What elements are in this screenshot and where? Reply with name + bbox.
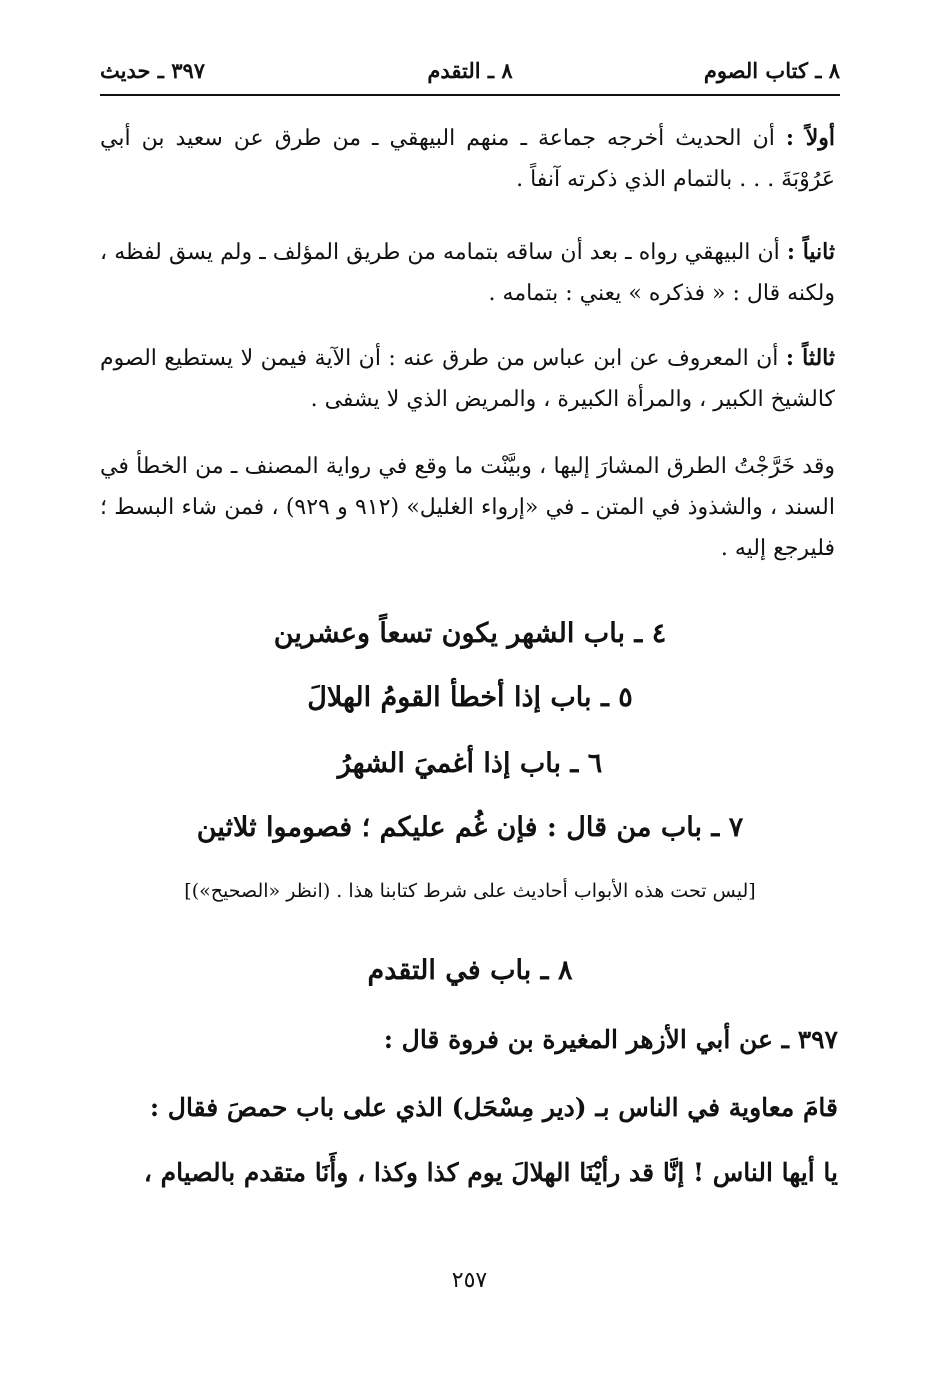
- paragraph-lead: ثالثاً :: [785, 345, 835, 371]
- paragraph-text: أن المعروف عن ابن عباس من طرق عنه : أن الآية فيمن لا يستطيع الصوم كالشيخ الكبير ، والمرأة الكبيرة ، والمريض الذي لا يشفى .: [100, 346, 835, 412]
- paragraph-second: [100, 232, 835, 314]
- hadith-line-3: يا أيها الناس ! إنَّا قد رأيْنَا الهلالَ يوم كذا وكذا ، وأَنَا متقدم بالصيام ،: [143, 1158, 838, 1187]
- paragraph-text: أن الحديث أخرجه جماعة ـ منهم البيهقي ـ من طرق عن سعيد بن أبي عَرُوْبَةَ . . . بالتمام الذي ذكرته آنفاً .: [100, 126, 835, 192]
- paragraph-first: [100, 118, 835, 200]
- chapter-heading-6: ٦ ـ باب إذا أغميَ الشهرُ: [337, 748, 603, 779]
- paragraph-fourth: [100, 446, 835, 569]
- paragraph-lead: ثانياً :: [786, 239, 835, 265]
- hadith-line-1: ٣٩٧ ـ عن أبي الأزهر المغيرة بن فروة قال :: [383, 1025, 838, 1054]
- hadith-line-2: قامَ معاوية في الناس بـ (دير مِسْحَل) الذي على باب حمصَ فقال :: [149, 1093, 838, 1122]
- editor-note: [ليس تحت هذه الأبواب أحاديث على شرط كتابنا هذا . (انظر «الصحيح»)]: [184, 880, 756, 902]
- chapter-heading-5: ٥ ـ باب إذا أخطأ القومُ الهلالَ: [307, 682, 633, 713]
- paragraph-text: أن البيهقي رواه ـ بعد أن ساقه بتمامه من طريق المؤلف ـ ولم يسق لفظه ، ولكنه قال : « فذكره » يعني : بتمامه .: [100, 240, 835, 306]
- header-divider: [100, 94, 840, 96]
- chapter-heading-7: ٧ ـ باب من قال : فإن غُم عليكم ؛ فصوموا ثلاثين: [196, 812, 744, 843]
- header-hadith-number: ٣٩٧ ـ حديث: [100, 58, 206, 83]
- running-header: [100, 58, 840, 98]
- paragraph-text: وقد خَرَّجْتُ الطرق المشارَ إليها ، وبيَّنْت ما وقع في رواية المصنف ـ من الخطأ في السند ، والشذوذ في المتن ـ في «إرواء الغليل» (٩١٢ و ٩٢٩) ، فمن شاء البسط ؛ فليرجع إليه .: [100, 454, 835, 561]
- chapter-heading-8: ٨ ـ باب في التقدم: [367, 955, 573, 986]
- page-number: ٢٥٧: [451, 1268, 488, 1293]
- chapter-heading-4: ٤ ـ باب الشهر يكون تسعاً وعشرين: [273, 618, 667, 649]
- header-book-title: ٨ ـ كتاب الصوم: [703, 58, 840, 83]
- header-chapter-title: ٨ ـ التقدم: [427, 58, 513, 83]
- paragraph-third: [100, 338, 835, 420]
- paragraph-lead: أولاً :: [785, 125, 835, 151]
